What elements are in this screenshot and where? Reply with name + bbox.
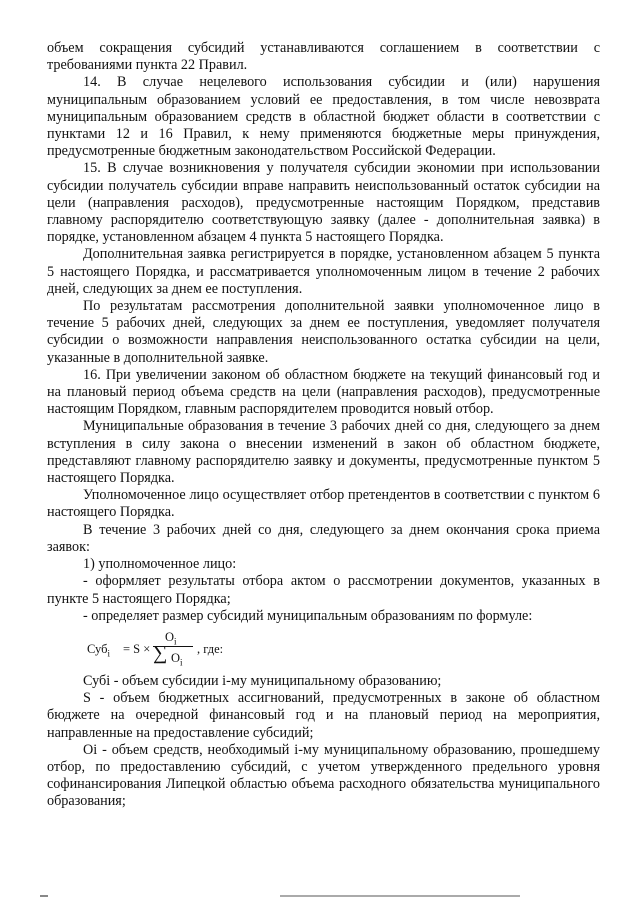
definition: Oi - объем средств, необходимый i-му муниципальному образованию, прошедшему отбор, по предоставлению субсидий, с учетом утвержденного предельного уровня софинансирования Липецкой областью объема расходного обязательства муниципального образования; <box>47 741 600 810</box>
subsidy-formula <box>87 629 600 669</box>
paragraph: По результатам рассмотрения дополнительной заявки уполномоченное лицо в течение 5 рабочих дней, следующих за днем ее поступления, уведомляет получателя субсидии о возможности направления неиспользованного остатка субсидии на цели, указанные в дополнительной заявке. <box>47 298 600 366</box>
definition: Субi - объем субсидии i-му муниципальному образованию; <box>83 672 442 689</box>
formula-numerator: $O_i$ <box>165 629 177 647</box>
document-page <box>47 40 600 811</box>
formula-lhs: Суб$_i$ <box>87 641 110 659</box>
paragraph: 16. При увеличении законом об областном бюджете на текущий финансовый год и на плановый период объема средств на цели (направления расходов), предусмотренные настоящим Порядком, главным распорядителем проводится новый отбор. <box>47 366 600 418</box>
paragraph: объем сокращения субсидий устанавливаются соглашением в соответствии с требованиями пункта 22 Правил. <box>47 40 600 74</box>
list-item: 1) уполномоченное лицо: <box>83 556 237 573</box>
paragraph: В течение 3 рабочих дней со дня, следующего за днем окончания срока приема заявок: <box>47 521 600 555</box>
scan-edge-rule <box>0 895 640 897</box>
list-item: - оформляет результаты отбора актом о рассмотрении документов, указанных в пункте 5 настоящего Порядка; <box>47 573 600 607</box>
paragraph: 14. В случае нецелевого использования субсидии и (или) нарушения муниципальным образованием условий ее предоставления, в том числе невозврата муниципальным образованием средств в областной бюджет области в соответствии с пунктами 12 и 16 Правил, к нему применяются бюджетные меры принуждения, предусмотренные бюджетным законодательством Российской Федерации. <box>47 74 600 160</box>
sum-sign: ∑ <box>153 641 168 664</box>
formula-tail: , где: <box>197 641 224 656</box>
paragraph: Уполномоченное лицо осуществляет отбор претендентов в соответствии с пунктом 6 настоящего Порядка. <box>47 487 600 521</box>
paragraph: Муниципальные образования в течение 3 рабочих дней со дня, следующего за днем вступления в силу закона о внесении изменений в закон об областном бюджете, представляют главному распорядителю заявку и документы, предусмотренные пунктом 5 настоящего Порядка. <box>47 418 600 487</box>
formula-denominator: $O_i$ <box>171 650 183 668</box>
paragraph: Дополнительная заявка регистрируется в порядке, установленном абзацем 5 пункта 5 настоящего Порядка, и рассматривается уполномоченным лицом в течение 2 рабочих дней, следующих за днем ее поступления. <box>47 246 600 297</box>
list-item: - определяет размер субсидий муниципальным образованиям по формуле: <box>83 607 533 624</box>
formula-equals: = S × <box>123 641 151 656</box>
definition: S - объем бюджетных ассигнований, предусмотренных в законе об областном бюджете на очередной финансовый год и на плановый период на мероприятия, направленные на предоставление субсидий; <box>47 690 600 741</box>
paragraph: 15. В случае возникновения у получателя субсидии экономии при использовании субсидии получатель субсидии вправе направить неиспользованный остаток субсидии на цели (направления расходов), предусмотренные настоящим Порядком, представив главному распорядителю соответствующую заявку (далее - дополнительная заявка) в порядке, установленном абзацем 4 пункта 5 настоящего Порядка. <box>47 160 600 246</box>
